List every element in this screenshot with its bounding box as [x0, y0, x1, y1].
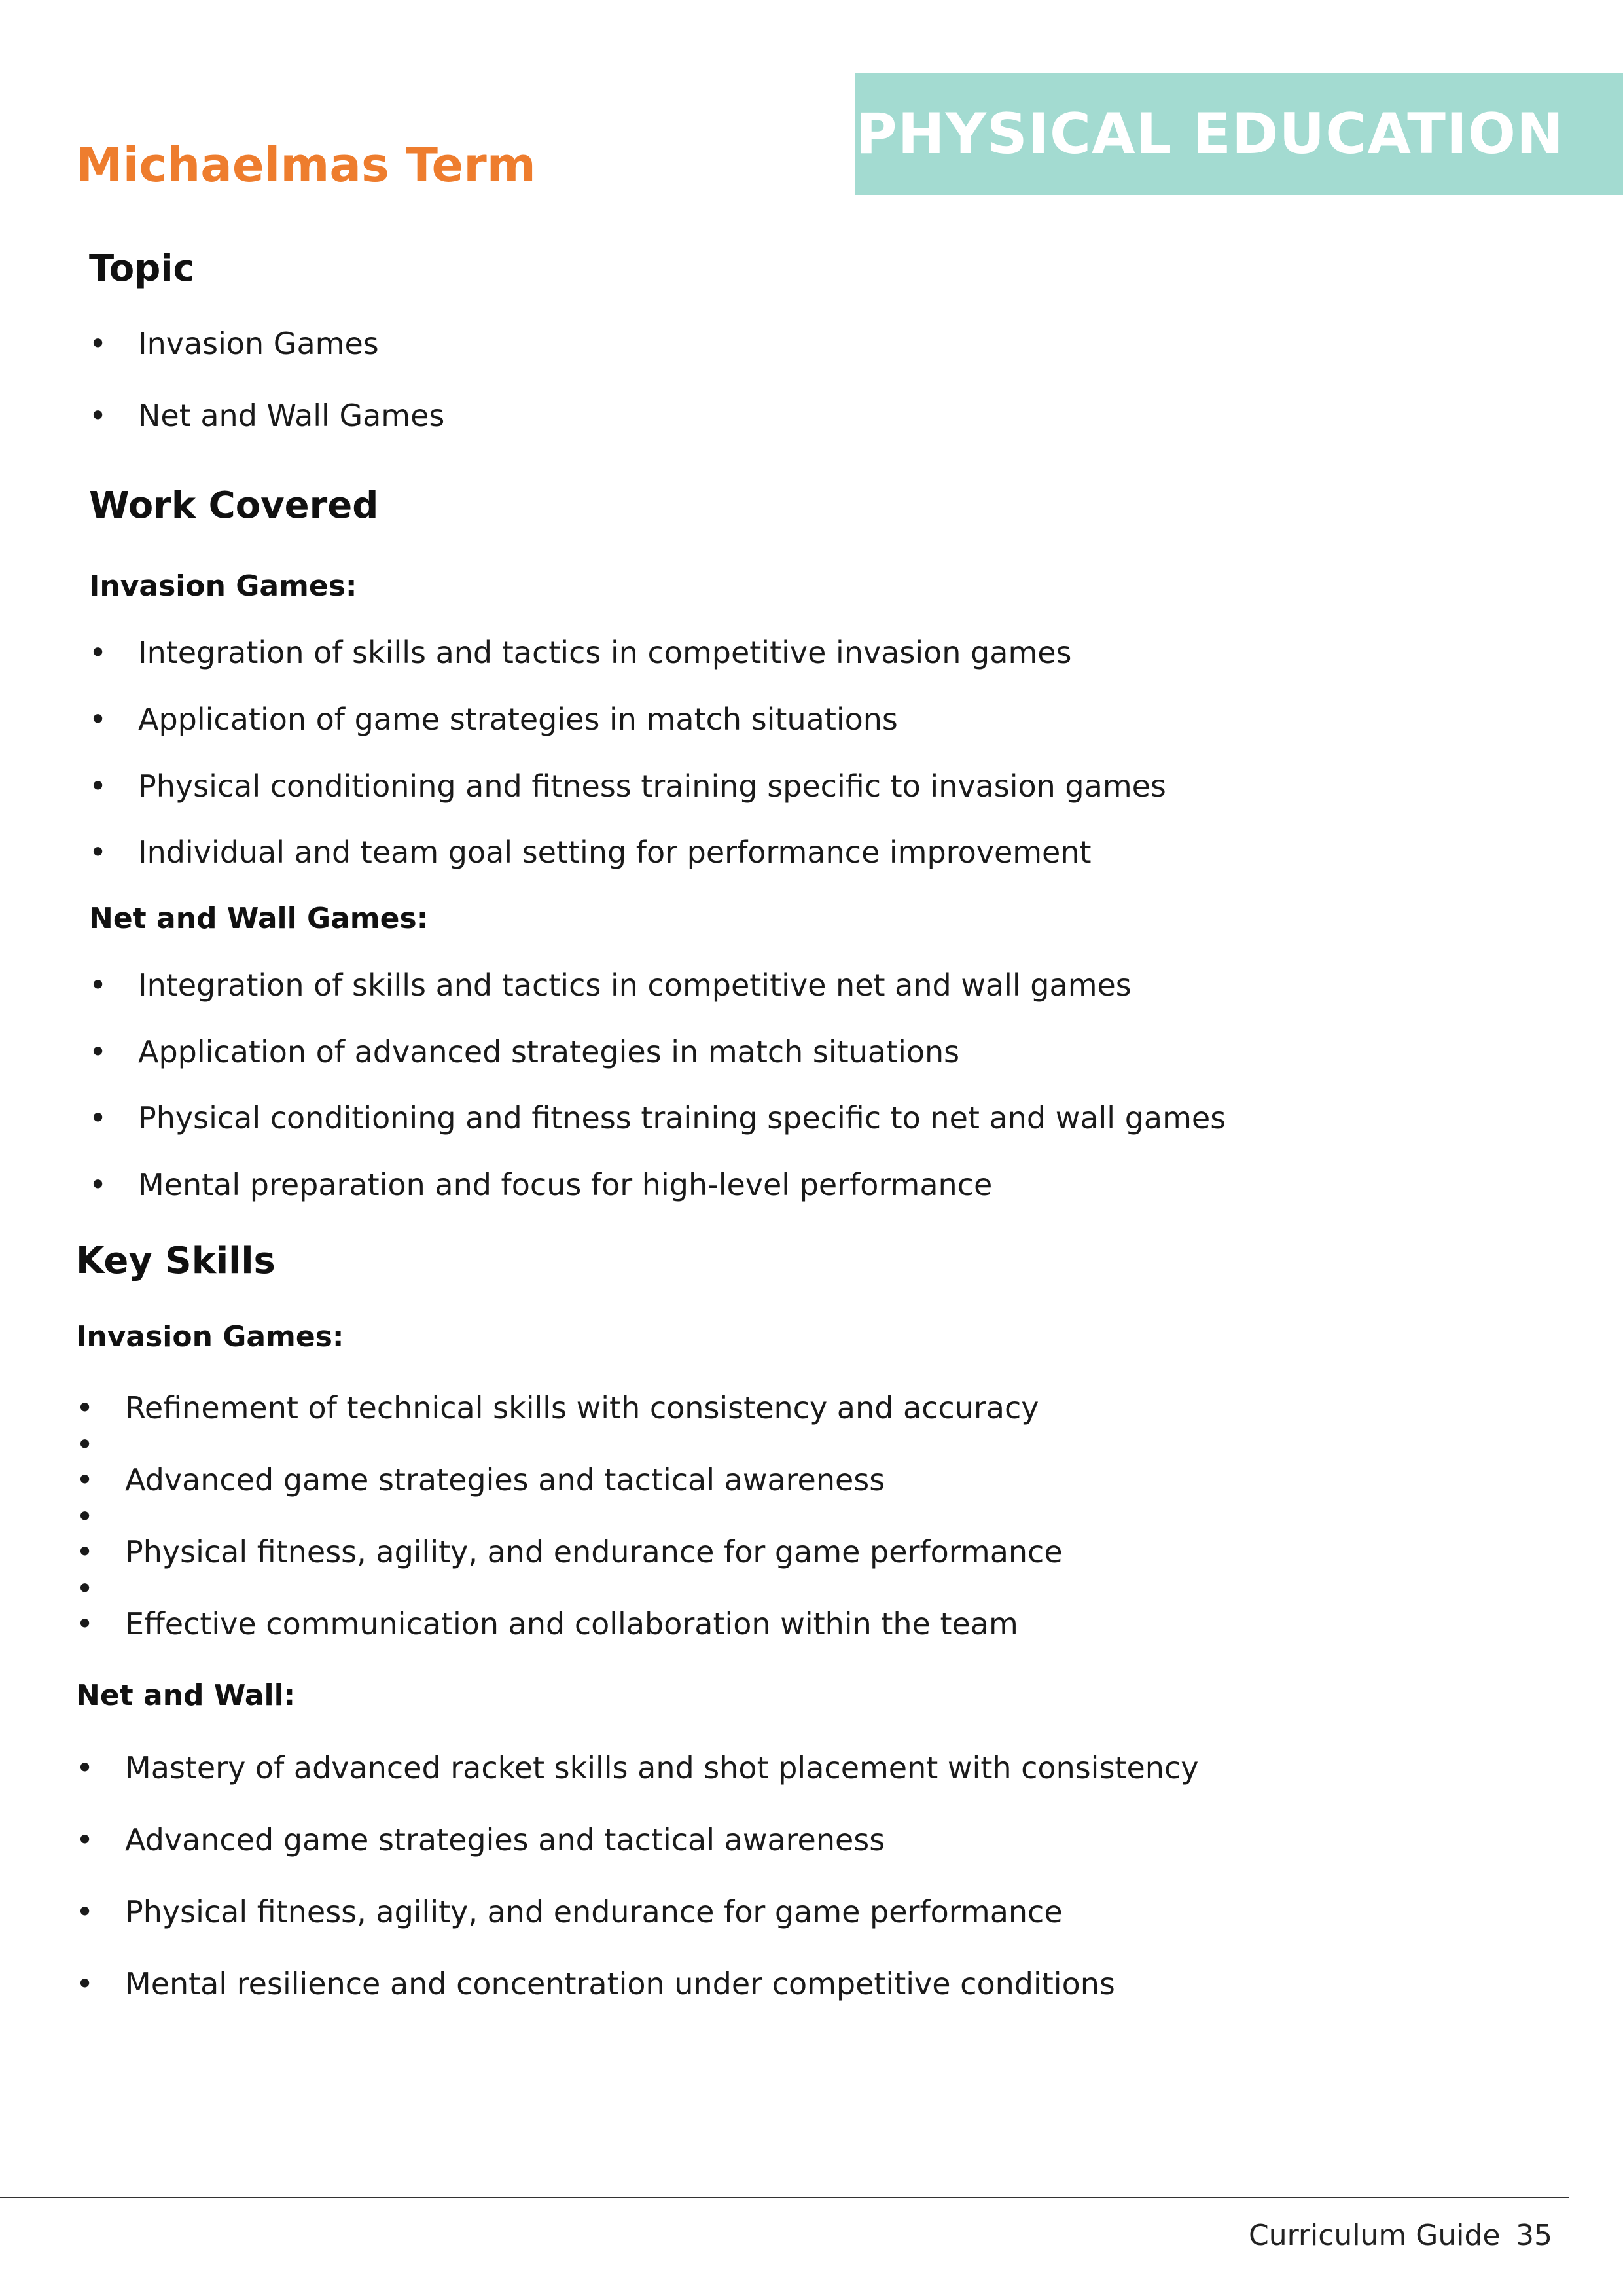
bullet: • [89, 967, 107, 1003]
empty-bullet: • [76, 1571, 94, 1606]
skills-invasion-subheading: Invasion Games: [76, 1320, 344, 1354]
work-invasion-subheading: Invasion Games: [89, 569, 357, 603]
bullet: • [76, 1822, 94, 1857]
bullet: • [89, 1167, 107, 1202]
topic-item: Invasion Games [138, 326, 379, 361]
bullet: • [89, 635, 107, 670]
skills-invasion-item: Refinement of technical skills with consistency and accuracy [125, 1390, 1039, 1426]
page-number: 35 [1516, 2219, 1552, 2252]
work-netwall-item: Application of advanced strategies in match situations [138, 1034, 960, 1069]
subject-title: PHYSICAL EDUCATION [855, 101, 1564, 167]
empty-bullet: • [76, 1499, 94, 1534]
key-skills-heading: Key Skills [76, 1240, 276, 1282]
skills-netwall-item: Physical fitness, agility, and endurance for game performance [125, 1894, 1063, 1929]
work-invasion-item: Application of game strategies in match situations [138, 702, 898, 737]
bullet: • [89, 326, 107, 361]
footer-divider [0, 2197, 1569, 2198]
skills-invasion-item: Advanced game strategies and tactical awareness [125, 1462, 885, 1498]
bullet: • [76, 1894, 94, 1929]
work-netwall-item: Physical conditioning and fitness training specific to net and wall games [138, 1100, 1226, 1136]
skills-netwall-item: Mastery of advanced racket skills and shot placement with consistency [125, 1750, 1199, 1785]
bullet: • [89, 1034, 107, 1069]
bullet: • [89, 768, 107, 804]
bullet: • [76, 1462, 94, 1498]
work-invasion-item: Integration of skills and tactics in competitive invasion games [138, 635, 1072, 670]
bullet: • [76, 1966, 94, 2001]
empty-bullet: • [76, 1427, 94, 1462]
term-title: Michaelmas Term [76, 137, 536, 192]
bullet: • [76, 1606, 94, 1641]
skills-invasion-item: Effective communication and collaboration within the team [125, 1606, 1018, 1641]
bullet: • [89, 834, 107, 870]
bullet: • [76, 1750, 94, 1785]
bullet: • [89, 1100, 107, 1136]
skills-netwall-item: Advanced game strategies and tactical awareness [125, 1822, 885, 1857]
skills-netwall-subheading: Net and Wall: [76, 1679, 296, 1712]
skills-netwall-item: Mental resilience and concentration under competitive conditions [125, 1966, 1115, 2001]
bullet: • [89, 398, 107, 433]
subject-banner [855, 73, 1623, 195]
work-netwall-item: Mental preparation and focus for high-level performance [138, 1167, 993, 1202]
footer-label: Curriculum Guide [1249, 2219, 1501, 2252]
work-invasion-item: Individual and team goal setting for performance improvement [138, 834, 1092, 870]
topic-heading: Topic [89, 247, 195, 290]
bullet: • [89, 702, 107, 737]
bullet: • [76, 1390, 94, 1426]
work-covered-heading: Work Covered [89, 484, 379, 527]
skills-invasion-item: Physical fitness, agility, and endurance for game performance [125, 1534, 1063, 1570]
work-netwall-subheading: Net and Wall Games: [89, 902, 429, 935]
work-netwall-item: Integration of skills and tactics in competitive net and wall games [138, 967, 1132, 1003]
work-invasion-item: Physical conditioning and fitness training specific to invasion games [138, 768, 1166, 804]
bullet: • [76, 1534, 94, 1570]
topic-item: Net and Wall Games [138, 398, 445, 433]
